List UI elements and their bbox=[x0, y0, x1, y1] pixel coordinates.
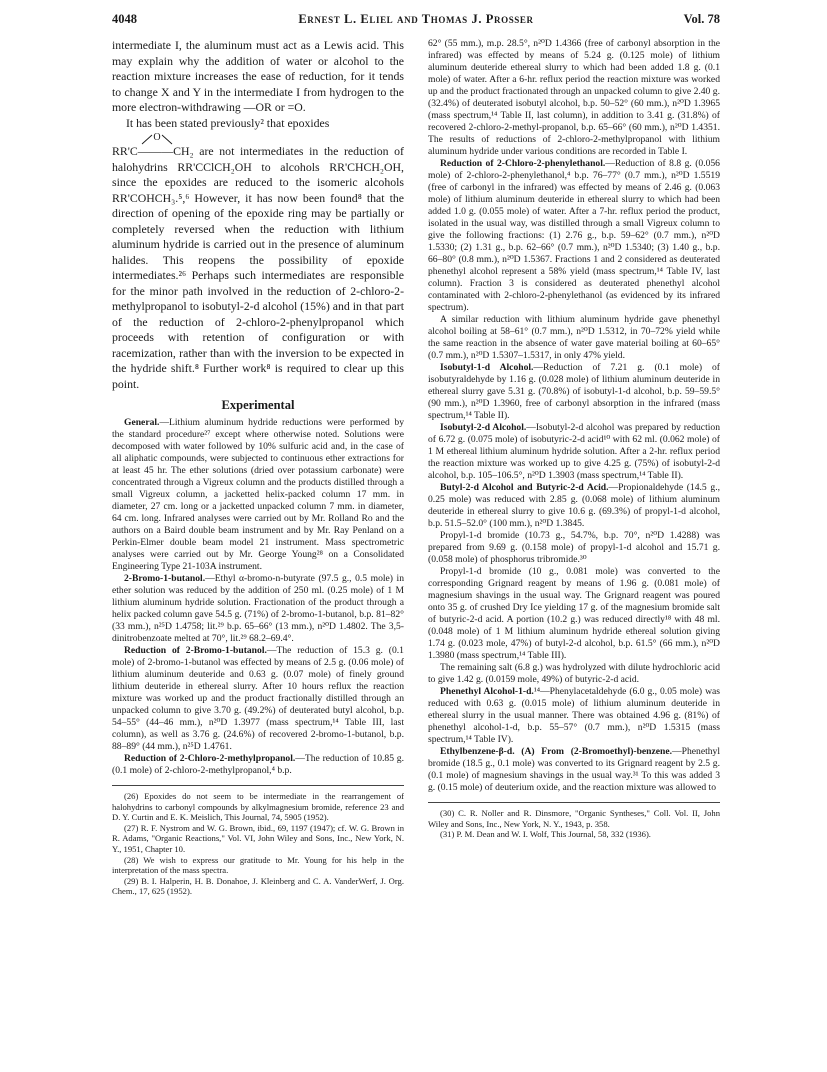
label-reduction-bromobutanol: Reduction of 2-Bromo-1-butanol. bbox=[124, 645, 267, 656]
text-reduction-chloromethylpropanol: —The reduction of 10.85 g. (0.1 mole) of 2-chloro-2-methylpropanol,⁴ b.p. bbox=[112, 753, 404, 776]
paragraph-propyl-bromide: Propyl-1-d bromide (10.73 g., 54.7%, b.p. 70°, n²⁰D 1.4288) was prepared from 9.69 g. (0.158 mole) of propyl-1-d alcohol and 15.71 g. (0.058 mole) of phosphorus tribromide.³⁰ bbox=[428, 530, 720, 565]
label-reduction-chloromethylpropanol: Reduction of 2-Chloro-2-methylpropanol. bbox=[124, 753, 296, 764]
label-ethylbenzene: Ethylbenzene-β-d. bbox=[440, 746, 515, 757]
text-reduction-chlorophenylethanol: —Reduction of 8.8 g. (0.056 mole) of 2-chloro-2-phenylethanol,⁴ b.p. 76–77° (0.7 mm.), n²⁰D 1.5519 (free of carbonyl in the infrared) was effected by means of 2.46 g. (0.063 mole) of lithium aluminum deuteride in ethereal slurry to which had been added 1.0 g. (0.055 mole) of water. After a 7-hr. reflux period the product, isolated in the usual way, was distilled through a small Vigreux column to give the following fractions: (1) 2.76 g., b.p. 59–62° (0.7 mm.), n²⁰D 1.5330; (2) 1.31 g., b.p. 62–66° (0.7 mm.), n²⁰D 1.5340; (3) 1.40 g., b.p. 66–80° (0.8 mm.), n²⁰D 1.5367. Fractions 1 and 2 considered as deuterated phenethyl alcohol represent a 58% yield (mass spectrum,¹⁴ Table IV, last column). Fraction 3 is considered as deuterated phenethyl alcohol contaminated with 2-chloro-2-phenylethanol (as evidenced by its infrared spectrum). bbox=[428, 158, 720, 313]
label-phenethyl-1d: Phenethyl Alcohol-1-d. bbox=[440, 686, 534, 697]
page-number: 4048 bbox=[112, 12, 137, 26]
footnote-31: (31) P. M. Dean and W. I. Wolf, This Journal, 58, 332 (1936). bbox=[440, 829, 651, 840]
left-column bbox=[112, 38, 404, 1058]
label-ethylbenzene-sub: (A) From (2-Bromoethyl)-benzene. bbox=[521, 746, 673, 757]
paragraph-general bbox=[112, 417, 404, 573]
paragraph-chloro-continued: 62° (55 mm.), m.p. 28.5°, n²⁰D 1.4366 (free of carbonyl absorption in the infrared) was effected by means of 5.24 g. (0.125 mole) of lithium aluminum deuteride ethereal slurry to which had been added 1.8 g. (0.1 mole) of water. After a 6-hr. reflux period the reaction mixture was worked up and the product fractionated through an unpacked column to give 2.40 g. (32.4%) of deuterated isobutyl alcohol, b.p. 50–52° (60 mm.), n²⁰D 1.3965 (mass spectrum,¹⁴ Table II, last column), in addition to 3.41 g. (31.8%) of recovered 2-chloro-2-methyl-propanol, b.p. 65–66° (60 mm.), n²⁰D 1.4351. The results of reductions of 2-chloro-2-methylpropanol with lithium aluminum hydride under various conditions are recorded in Table I. bbox=[428, 38, 720, 157]
paragraph-reduction-chloromethylpropanol bbox=[112, 753, 404, 777]
paragraph-remaining-salt: The remaining salt (6.8 g.) was hydrolyzed with dilute hydrochloric acid to give 1.42 g. (0.0159 mole, 49%) of butyric-2-d acid. bbox=[428, 662, 720, 685]
paragraph-bromobutanol bbox=[112, 573, 404, 645]
text-reduction-bromobutanol: —The reduction of 15.3 g. (0.1 mole) of 2-bromo-1-butanol was effected by means of 2.5 g. (0.06 mole) of lithium aluminum deuteride and 0.63 g. (0.07 mole) of finely ground lithium deuteride in ethereal slurry. After 10 hours reflux the reaction mixture was worked up and the product fractionally distilled through an unpacked column to give 3.70 g. (49.2%) of deuterated butyl alcohol, b.p. 54–55° (44–46 mm.), n²⁰D 1.3977 (mass spectrum,¹⁴ Table III, last column), as well as 3.76 g. (24.6%) of recovered 2-bromo-1-butanol, b.p. 88–89° (44 mm.), n²⁵D 1.4761. bbox=[112, 645, 404, 752]
paragraph-ethylbenzene bbox=[428, 746, 720, 794]
text-isobutyl-1d: —Reduction of 7.21 g. (0.1 mole) of isobutyraldehyde by 1.16 g. (0.028 mole) of lithium aluminum deuteride in ethereal slurry gave 5.31 g. (70.8%) of isobutyl-1-d alcohol, b.p. 59–59.5° (90 mm.), n²⁰D 1.3960, free of carbonyl absorption in the infrared (mass spectrum,¹⁴ Table II). bbox=[428, 362, 720, 421]
label-butyl-2d: Butyl-2-d Alcohol and Butyric-2-d Acid. bbox=[440, 482, 609, 493]
label-isobutyl-2d: Isobutyl-2-d Alcohol. bbox=[440, 422, 527, 433]
paragraph-epoxides: RR'C———CH₂ are not intermediates in the reduction of halohydrins RR'CClCH₂OH to alcohols RR'CHCH₂OH, since the epoxides are reduced to the isomeric alcohols RR'COHCH₃.⁵,⁶ However, it has now been found⁸ that the direction of opening of the epoxide ring may be partially or completely reversed when the reduction with lithium aluminum hydride is carried out in the presence of aluminum halides. This reopens the possibility of epoxide intermediates.²⁶ Perhaps such intermediates are responsible for the minor path involved in the reduction of 2-chloro-2-methylpropanol to isobutyl-2-d alcohol (15%) and in that part of the reduction of 2-chloro-2-phenylpropanol which proceeds with retention of configuration or with racemization, rather than with the inversion to be expected in the hydride shift.⁸ Further work⁸ is required to clear up this point. bbox=[112, 144, 404, 391]
label-reduction-chlorophenylethanol: Reduction of 2-Chloro-2-phenylethanol. bbox=[440, 158, 606, 169]
paragraph-grignard: Propyl-1-d bromide (10 g., 0.081 mole) was converted to the corresponding Grignard reagent by means of 1.96 g. (0.081 mole) of magnesium shavings in the usual way. The Grignard reagent was poured onto 35 g. of crushed Dry Ice yielding 17 g. of the magnesium bromide salt of butyric-2-d acid. A portion (10.2 g.) was reduced directly¹⁸ with 48 ml. (0.048 mole) of 1 M lithium aluminum hydride ethereal solution giving 1.74 g. (0.023 mole, 47%) of butyl-2-d alcohol, b.p. 61.5° (66 mm.), n²⁰D 1.3980 (mass spectrum,¹⁴ Table III). bbox=[428, 566, 720, 661]
text-isobutyl-2d: —Isobutyl-2-d alcohol was prepared by reduction of 6.72 g. (0.075 mole) of isobutyric-2-d acid¹⁰ with 62 ml. (0.062 mole) of 1 M ethereal lithium aluminum hydride solution. After a 2-hr. reflux period the reaction mixture was worked up to give 4.25 g. (75%) of isobutyl-2-d alcohol, b.p. 105–106.5°, n²⁰D 1.3903 (mass spectrum,¹⁴ Table II). bbox=[428, 422, 720, 481]
footnote-26: (26) Epoxides do not seem to be intermediate in the rearrangement of halohydrins to carbonyl compounds by alkylmagnesium bromide, reference 23 and D. Y. Curtin and E. K. Meislich, This Journal, 74, 5905 (1952). bbox=[112, 791, 404, 823]
label-isobutyl-1d: Isobutyl-1-d Alcohol. bbox=[440, 362, 534, 373]
epoxide-oxygen: O bbox=[153, 132, 161, 143]
text-ethylbenzene: —Phenethyl bromide (18.5 g., 0.1 mole) was converted to its Grignard reagent by 2.5 g. (0.1 mole) of magnesium shavings in the usual way.³¹ To this was added 3 g. (0.15 mole) of deuterium oxide, and the reaction mixture was allowed to bbox=[428, 746, 720, 793]
paragraph-similar-reduction: A similar reduction with lithium aluminum hydride gave phenethyl alcohol boiling at 58–61° (0.7 mm.), n²⁰D 1.5312, in 70–72% yield while the same reaction in the absence of water gave material boiling at 60–65° (0.7 mm.), n²⁰D 1.5307–1.5317, in only 47% yield. bbox=[428, 314, 720, 361]
text-phenethyl-1d: ¹⁴—Phenylacetaldehyde (6.0 g., 0.05 mole) was reduced with 0.63 g. (0.015 mole) of lithium aluminum deuteride in ethereal slurry in the usual manner. There was obtained 4.96 g. (81%) of phenethyl alcohol-1-d, b.p. 55–57° (0.7 mm.), n²⁰D 1.5315 (mass spectrum,¹⁴ Table IV). bbox=[428, 686, 720, 745]
text-butyl-2d: —Propionaldehyde (14.5 g., 0.25 mole) was reduced with 2.85 g. (0.068 mole) of lithium aluminum deuteride in ethereal slurry to give 10.6 g. (69.3%) of propyl-1-d alcohol, b.p. 51.5–52.0° (100 mm.), n²⁰D 1.3845. bbox=[428, 482, 720, 529]
paragraph-reduction-bromobutanol bbox=[112, 645, 404, 753]
footnote-29: (29) B. I. Halperin, H. B. Donahoe, J. Kleinberg and C. A. VanderWerf, J. Org. Chem., 17, 625 (1952). bbox=[112, 875, 404, 897]
label-general: General. bbox=[124, 417, 160, 428]
paragraph-phenethyl-1d bbox=[428, 686, 720, 746]
running-authors: Ernest L. Eliel and Thomas J. Prosser bbox=[298, 12, 534, 26]
text-general: —Lithium aluminum hydride reductions were performed by the standard procedure²⁷ except where otherwise noted. Solutions were decomposed with water followed by 10% sulfuric acid and, in the case of all aliphatic compounds, were subjected to continuous ether extractions for at least 45 hr. The ether solutions (dried over potassium carbonate) were concentrated through a Vigreux column and the products distilled through a small Vigreux column, a jacketted helix-packed column 17 mm. in diameter, 27 cm. long or a jacketted unpacked column 7 mm. in diameter, 64 cm. long. Infrared analyses were carried out by Mr. Rolland Ro and the authors on a Baird double beam instrument and by Mr. Ray Penland on a Perkin-Elmer double beam model 21 instrument. Mass spectrometric analyses were carried out by Mr. George Young²⁸ on a Consolidated Engineering Type 21-103A instrument. bbox=[112, 417, 404, 572]
page-header bbox=[112, 12, 720, 32]
label-bromobutanol: 2-Bromo-1-butanol. bbox=[124, 573, 206, 584]
footnote-30: (30) C. R. Noller and R. Dinsmore, "Organic Syntheses," Coll. Vol. II, John Wiley and Sons, Inc., New York, N. Y., 1943, p. 358. bbox=[428, 808, 720, 829]
volume-label: Vol. 78 bbox=[683, 12, 720, 26]
footnote-divider bbox=[112, 785, 404, 786]
footnote-28: (28) We wish to express our gratitude to Mr. Young for his help in the interpretation of the mass spectra. bbox=[112, 854, 404, 876]
paragraph-lewis-acid: intermediate I, the aluminum must act as a Lewis acid. This may explain why the addition of water or alcohol to the reaction mixture increases the ease of reduction, for it tends to change X and Y in the intermediate I from hydrogen to the more electron-withdrawing —OR or =O. bbox=[112, 38, 404, 114]
paragraph-reduction-chlorophenylethanol bbox=[428, 158, 720, 314]
text-bromobutanol: —Ethyl α-bromo-n-butyrate (97.5 g., 0.5 mole) in ether solution was reduced by the addition of 250 ml. (0.25 mole) of 1 M lithium aluminum hydride solution. Fractionation of the product through a helix packed column gave 54.5 g. (71%) of 2-bromo-1-butanol, b.p. 81–82° (33 mm.), n²⁵D 1.4758; lit.²⁹ b.p. 65–66° (13 mm.), n²⁰D 1.4802. The 3,5-dinitrobenzoate melted at 70°, lit.²⁹ 68.2–69.4°. bbox=[112, 573, 404, 644]
footnote-27: (27) R. F. Nystrom and W. G. Brown, ibid., 69, 1197 (1947); cf. W. G. Brown in R. Adams, "Organic Reactions," Vol. VI, John Wiley and Sons, Inc., New York, N. Y., 1951, Chapter 10. bbox=[112, 822, 404, 854]
paragraph-butyl-2d bbox=[428, 482, 720, 530]
paragraph-isobutyl-2d bbox=[428, 422, 720, 482]
epoxide-ring-diagram bbox=[128, 131, 248, 145]
right-column bbox=[428, 38, 720, 1058]
paragraph-isobutyl-1d bbox=[428, 362, 720, 422]
paragraph-epoxides-intro: It has been stated previously² that epoxides bbox=[126, 115, 330, 130]
epoxide-formula bbox=[112, 131, 404, 145]
section-heading-experimental: Experimental bbox=[221, 398, 295, 412]
footnote-divider-right bbox=[428, 802, 720, 803]
